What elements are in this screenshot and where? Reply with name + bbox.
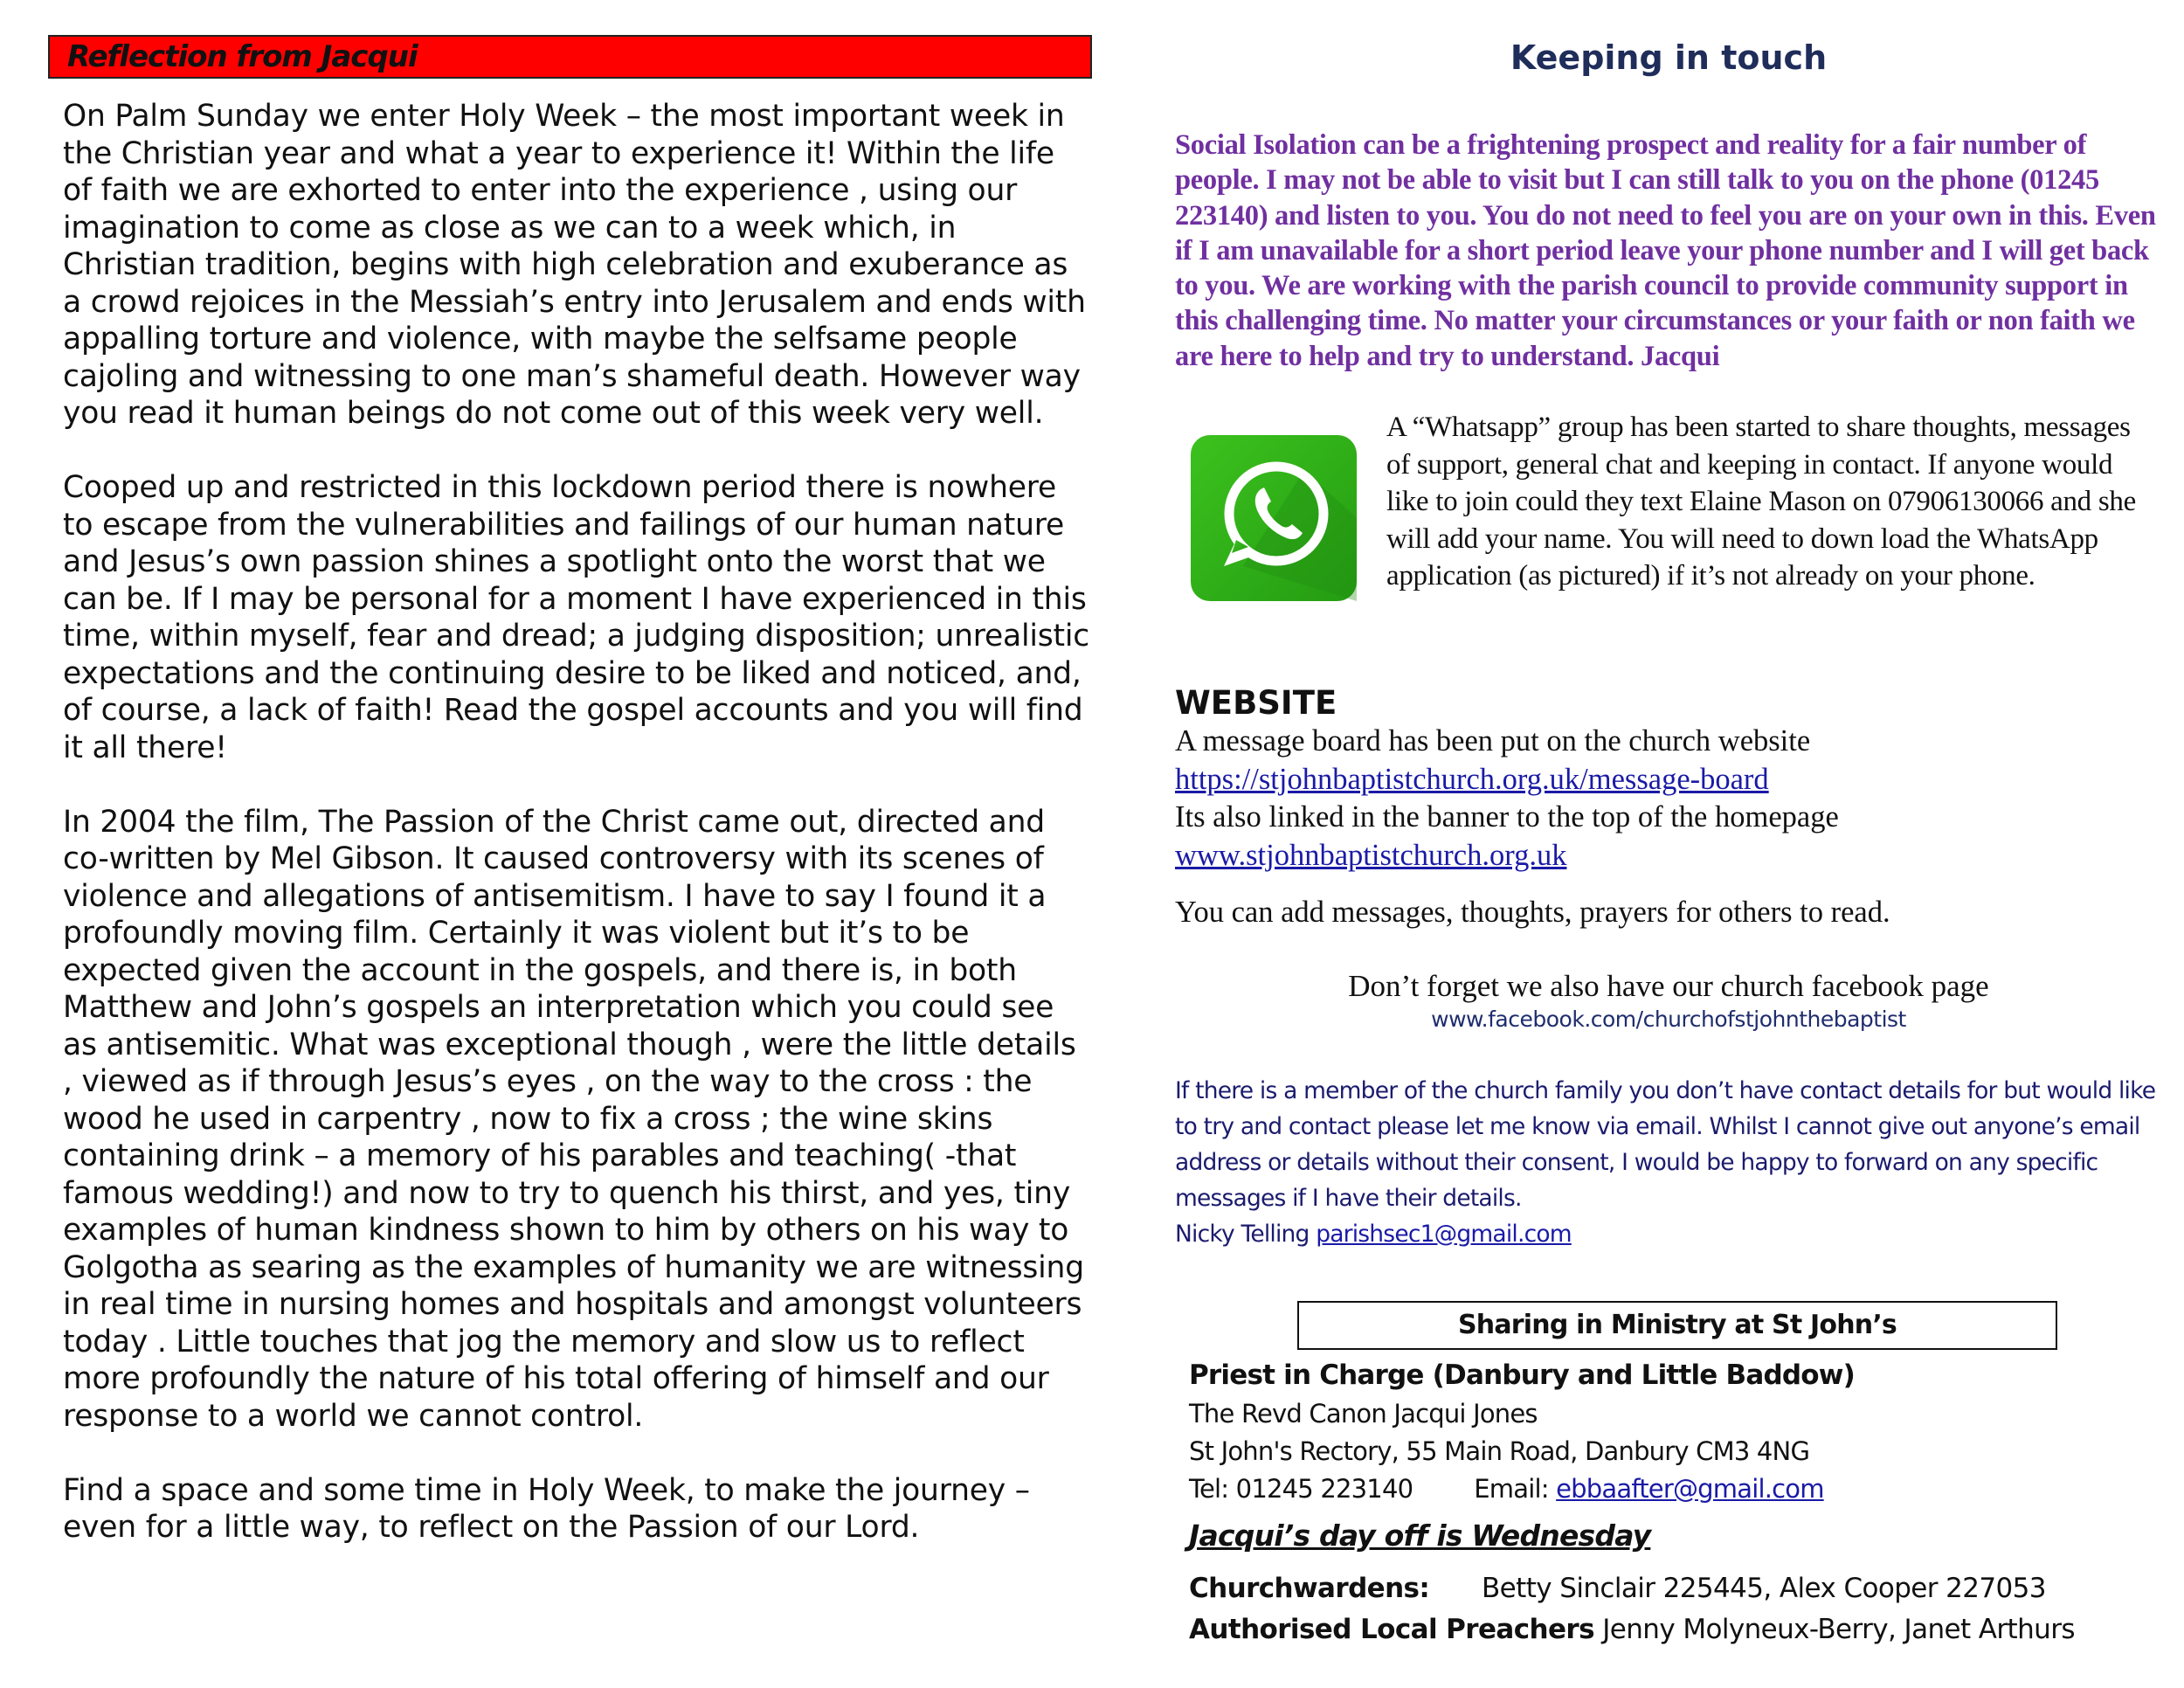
contact-note: [1175, 1073, 2162, 1252]
churchwardens-row: [1189, 1567, 2162, 1609]
website-section: [1175, 723, 2162, 875]
reflection-paragraph: Find a space and some time in Holy Week, to make the journey – even for a little way, to reflect on the Passion of our Lord.: [63, 1472, 1030, 1545]
priest-role: Priest in Charge (Danbury and Little Baddow): [1189, 1359, 1855, 1392]
add-messages-text: You can add messages, thoughts, prayers for others to read.: [1175, 896, 1890, 930]
churchwardens-names: Betty Sinclair 225445, Alex Cooper 227053: [1482, 1573, 2046, 1605]
email-label: Email:: [1474, 1474, 1557, 1505]
whatsapp-text: A “Whatsapp” group has been started to share thoughts, messages of support, general chat and keeping in contact. If anyone would like to join could they text Elaine Mason on 07906130066 and she will add your name. You will need to down load the WhatsApp application (as pictured) if it’s not already on your phone.: [1386, 412, 2136, 592]
priest-tel: Tel: 01245 223140: [1189, 1474, 1413, 1505]
keeping-in-touch-column: [1175, 26, 2162, 1650]
reflection-paragraph: On Palm Sunday we enter Holy Week – the most important week in the Christian year and what a year to experience it! Within the life of faith we are exhorted to enter into the experience , using our imagination to come as close as we can to a week which, in Christian tradition, begins with high celebration and exuberance as a crowd rejoices in the Messiah’s entry into Jerusalem and ends with appalling torture and violence, with maybe the selfsame people cajoling and witnessing to one man’s shameful death. However way you read it human beings do not come out of this week very well.: [63, 99, 1086, 431]
churchwardens-label: Churchwardens:: [1189, 1573, 1430, 1605]
reflection-body: [48, 98, 1092, 1546]
contact-name: Nicky Telling: [1175, 1221, 1317, 1249]
reflection-column: [48, 35, 1092, 1583]
parish-secretary-email-link[interactable]: parishsec1@gmail.com: [1316, 1221, 1572, 1249]
preachers-label: Authorised Local Preachers: [1189, 1614, 1594, 1646]
day-off-note: Jacqui’s day off is Wednesday: [1189, 1519, 1651, 1553]
whatsapp-icon: [1191, 435, 1357, 601]
priest-email-link[interactable]: ebbaafter@gmail.com: [1556, 1474, 1824, 1505]
preachers-names: Jenny Molyneux-Berry, Janet Arthurs: [1593, 1614, 2075, 1646]
contact-note-text: If there is a member of the church family you don’t have contact details for but would like to try and contact please let me know via email. Whilst I cannot give out anyone’s email address or details without their consent, I would be happy to forward on any specific messages if I have their details.: [1175, 1077, 2156, 1213]
facebook-section: [1175, 968, 2162, 1034]
website-line: Its also linked in the banner to the top of the homepage: [1175, 800, 1839, 834]
homepage-link[interactable]: www.stjohnbaptistchurch.org.uk: [1175, 838, 1567, 872]
reflection-paragraph: Cooped up and restricted in this lockdown period there is nowhere to escape from the vulnerabilities and failings of our human nature and Jesus’s own passion shines a spotlight onto the worst that we can be. If I may be personal for a moment I have experienced in this time, within myself, fear and dread; a judging disposition; unrealistic expectations and the continuing desire to be liked and noticed, and, of course, a lack of faith! Read the gospel accounts and you will find it all there!: [63, 470, 1090, 765]
website-line: A message board has been put on the church website: [1175, 724, 1811, 758]
reflection-header: Reflection from Jacqui: [48, 35, 1092, 79]
rectory-address: St John's Rectory, 55 Main Road, Danbury CM3 4NG: [1189, 1436, 1810, 1467]
facebook-link[interactable]: www.facebook.com/churchofstjohnthebaptist: [1431, 1007, 1906, 1033]
keeping-in-touch-title: Keeping in touch: [1510, 38, 1828, 77]
social-isolation-text: Social Isolation can be a frightening prospect and reality for a fair number of people. I may not be able to visit but I can still talk to you on the phone (01245 223140) and listen to you. You do not need to feel you are on your own in this. Even if I am unavailable for a short period leave your phone number and I will get back to you. We are working with the parish council to provide community support in this challenging time. No matter your circumstances or your faith or non faith we are here to help and try to understand. Jacqui: [1175, 129, 2156, 372]
priest-name: The Revd Canon Jacqui Jones: [1189, 1399, 1538, 1429]
message-board-link[interactable]: https://stjohnbaptistchurch.org.uk/message-board: [1175, 762, 1769, 796]
ministry-box-title: Sharing in Ministry at St John’s: [1297, 1301, 2057, 1350]
whatsapp-section: [1175, 409, 2162, 640]
website-heading: WEBSITE: [1175, 684, 1337, 723]
reflection-paragraph: In 2004 the film, The Passion of the Christ came out, directed and co-written by Mel Gibson. It caused controversy with its scenes of violence and allegations of antisemitism. I have to say I found it a profoundly moving film. Certainly it was violent but it’s to be expected given the account in the gospels, and there is, in both Matthew and John’s gospels an interpretation which you could see as antisemitic. What was exceptional though , were the little details , viewed as if through Jesus’s eyes , on the way to the cross : the wood he used in carpentry , now to fix a cross ; the wine skins containing drink – a memory of his parables and teaching( -that famous wedding!) and now to try to quench his thirst, and yes, tiny examples of human kindness shown to him by others on his way to Golgotha as searing as the examples of humanity we are witnessing in real time in nursing homes and hospitals and amongst volunteers today . Little touches that jog the memory and slow us to reflect more profoundly the nature of his total offering of himself and our response to a world we cannot control.: [63, 804, 1084, 1434]
facebook-line: Don’t forget we also have our church facebook page: [1348, 969, 1989, 1004]
ministry-section: [1175, 1355, 2162, 1650]
contact-line: [1189, 1470, 2162, 1508]
preachers-row: [1189, 1609, 2162, 1650]
